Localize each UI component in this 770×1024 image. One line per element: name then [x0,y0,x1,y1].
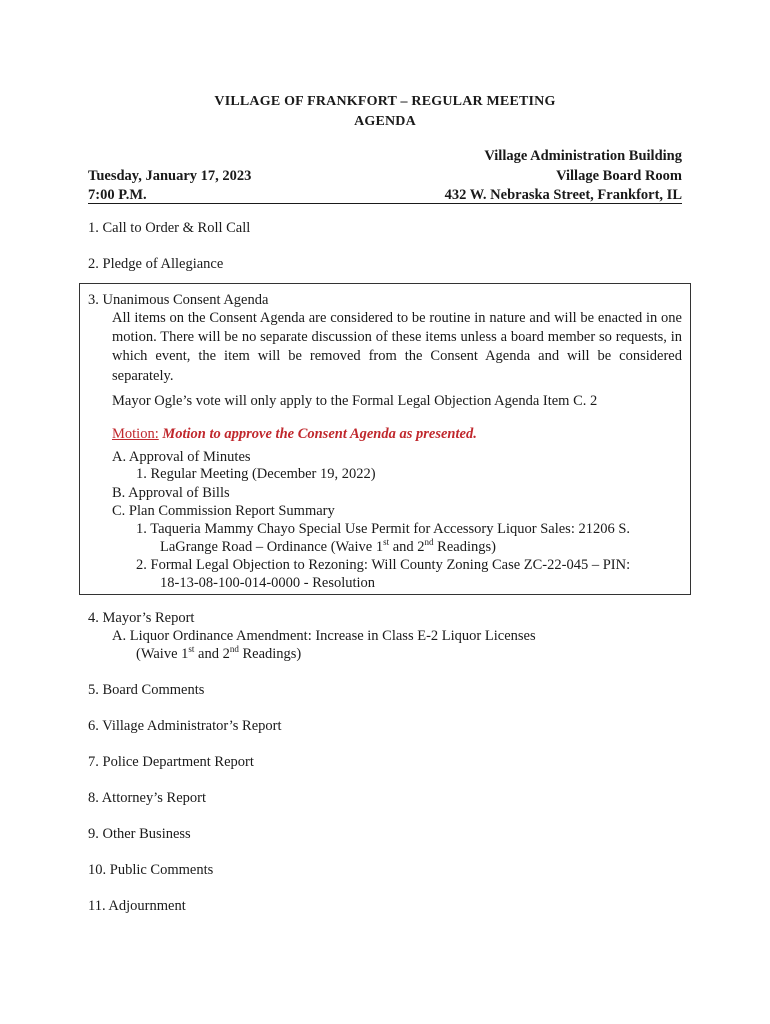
agenda-item-call-to-order: 1. Call to Order & Roll Call [88,220,251,236]
consent-item-c1: 1. Taqueria Mammy Chayo Special Use Permit for Accessory Liquor Sales: 21206 S. [136,521,631,537]
agenda-item-police-report: 7. Police Department Report [88,754,254,770]
agenda-item-other-business: 9. Other Business [88,826,191,842]
consent-item-c2: 2. Formal Legal Objection to Rezoning: Will County Zoning Case ZC-22-045 – PIN: [136,557,631,573]
meeting-date: Tuesday, January 17, 2023 [88,168,252,184]
motion-text: Motion to approve the Consent Agenda as presented. [162,426,477,442]
consent-item-c2-cont: 18-13-08-100-014-0000 - Resolution [160,575,376,591]
text-run: LaGrange Road – Ordinance (Waive 1 [160,539,384,555]
ordinal-suffix: st [383,537,390,548]
agenda-item-board-comments: 5. Board Comments [88,682,205,698]
location-building: Village Administration Building [484,148,682,164]
mayors-report-item-a: A. Liquor Ordinance Amendment: Increase in Class E-2 Liquor Licenses [112,628,536,644]
ordinal-suffix: nd [424,537,434,548]
consent-item-a1: 1. Regular Meeting (December 19, 2022) [136,466,376,482]
agenda-title: VILLAGE OF FRANKFORT – REGULAR MEETING [214,94,556,109]
agenda-item-public-comments: 10. Public Comments [88,862,214,878]
consent-item-a: A. Approval of Minutes [112,449,251,465]
consent-description: All items on the Consent Agenda are considered to be routine in nature and will be enacted in one motion. There will be no separate discussion of these items unless a board member so requests, in which event, the item will be removed from the Consent Agenda and will be considered separately. [112,310,682,384]
consent-motion [112,426,477,443]
mayors-report-item-a-cont [136,646,301,663]
agenda-item-attorney-report: 8. Attorney’s Report [88,790,207,806]
meeting-time: 7:00 P.M. [88,187,147,203]
agenda-item-mayors-report: 4. Mayor’s Report [88,610,195,626]
agenda-item-consent: 3. Unanimous Consent Agenda [88,292,269,308]
consent-item-c1-cont [160,539,496,556]
consent-item-c: C. Plan Commission Report Summary [112,503,335,519]
agenda-item-pledge: 2. Pledge of Allegiance [88,256,224,272]
ordinal-suffix: st [188,644,195,655]
location-address: 432 W. Nebraska Street, Frankfort, IL [444,187,682,203]
ordinal-suffix: nd [229,644,239,655]
motion-label: Motion: [112,426,159,442]
text-run: and 2 [194,646,230,662]
header-rule [88,203,682,204]
text-run: (Waive 1 [136,646,189,662]
agenda-item-adjournment: 11. Adjournment [88,898,186,914]
location-room: Village Board Room [556,168,682,184]
consent-item-b: B. Approval of Bills [112,485,230,501]
agenda-item-administrator-report: 6. Village Administrator’s Report [88,718,282,734]
text-run: Readings) [433,539,496,555]
vote-note: Mayor Ogle’s vote will only apply to the Formal Legal Objection Agenda Item C. 2 [112,393,598,409]
text-run: and 2 [389,539,425,555]
agenda-subtitle: AGENDA [354,114,416,129]
text-run: Readings) [238,646,302,662]
